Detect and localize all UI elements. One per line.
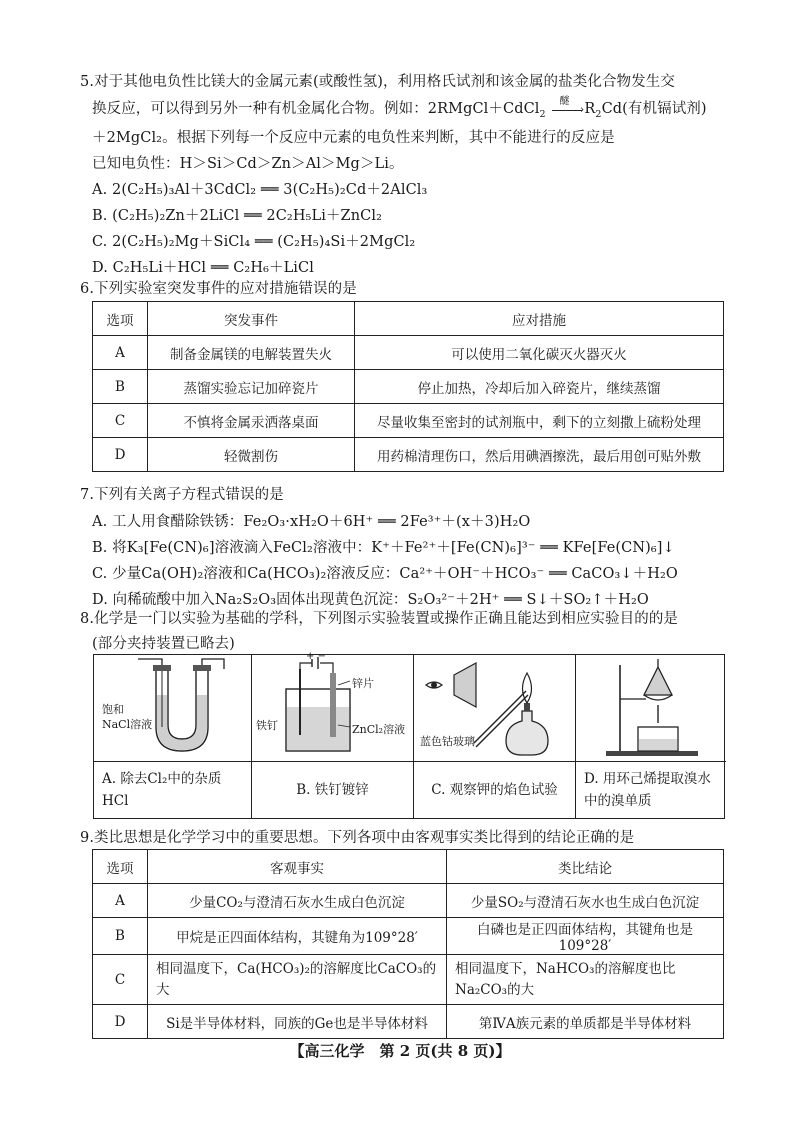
table-row (93, 955, 724, 1005)
cell: Si是半导体材料，同族的Ge也是半导体材料 (148, 1005, 447, 1039)
table-header-row (93, 850, 724, 884)
table-row (93, 404, 724, 438)
label-zncl2-solution: ZnCl₂溶液 (352, 723, 406, 736)
cell: C (93, 955, 148, 1005)
q9-table (92, 849, 724, 1039)
cell: 制备金属镁的电解装置失火 (148, 336, 355, 370)
panel-a (94, 655, 252, 818)
cell: 可以使用二氧化碳灭火器灭火 (355, 336, 724, 370)
label-cobalt-glass: 蓝色钴玻璃 (420, 735, 475, 748)
q8-stem-line1: 8.化学是一门以实验为基础的学科，下列图示实验装置或操作正确且能达到相应实验目的的是 (80, 611, 679, 627)
table-row (93, 438, 724, 472)
reaction-arrow (550, 96, 585, 116)
label-iron-nail: 铁钉 (256, 719, 278, 732)
caption-a: A. 除去Cl₂中的杂质HCl (94, 761, 251, 818)
label-plus-minus: + − (306, 651, 326, 662)
q5-option-b: B. (C₂H₅)₂Zn＋2LiCl ══ 2C₂H₅Li＋ZnCl₂ (92, 208, 382, 224)
panel-c (414, 655, 576, 818)
cell: 蒸馏实验忘记加碎瓷片 (148, 370, 355, 404)
cell: A (93, 884, 148, 918)
q5-line4: 已知电负性：H＞Si＞Cd＞Zn＞Al＞Mg＞Li。 (92, 156, 404, 172)
q5-option-d: D. C₂H₅Li＋HCl ══ C₂H₆＋LiCl (92, 260, 314, 276)
caption-d: D. 用环己烯提取溴水中的溴单质 (576, 761, 726, 818)
separatory-funnel-illustration (576, 655, 726, 761)
label-saturated: 饱和 (102, 703, 124, 716)
q6-stem: 6.下列实验室突发事件的应对措施错误的是 (80, 281, 357, 297)
q5-line2-b: R (584, 101, 596, 117)
cell: 尽量收集至密封的试剂瓶中，剩下的立刻撒上硫粉处理 (355, 404, 724, 438)
cell: 少量CO₂与澄清石灰水生成白色沉淀 (148, 884, 447, 918)
cell: 用药棉清理伤口，然后用碘酒擦洗，最后用创可贴外敷 (355, 438, 724, 472)
cell: 不慎将金属汞洒落桌面 (148, 404, 355, 438)
arrow-head: › (579, 103, 585, 116)
label-zinc-sheet: 锌片 (352, 677, 374, 690)
q7-option-c: C. 少量Ca(OH)₂溶液和Ca(HCO₃)₂溶液反应：Ca²⁺＋OH⁻＋HCO₃⁻ ══ CaCO₃↓＋H₂O (92, 566, 678, 582)
page-footer: 【高三化学 第 2 页(共 8 页)】 (289, 1042, 511, 1060)
q8-apparatus-panel (93, 651, 725, 819)
q5-option-c: C. 2(C₂H₅)₂Mg＋SiCl₄ ══ (C₂H₅)₄Si＋2MgCl₂ (92, 234, 416, 250)
label-nacl-solution: NaCl溶液 (102, 718, 153, 731)
cell: 白磷也是正四面体结构，其键角也是109°28′ (447, 918, 724, 955)
table-header-row (93, 302, 724, 336)
arrow-label: 醚 (559, 96, 570, 107)
q7-option-a: A. 工人用食醋除铁锈：Fe₂O₃·xH₂O＋6H⁺ ══ 2Fe³⁺＋(x＋3)H₂O (92, 514, 531, 530)
cell: 停止加热，冷却后加入碎瓷片，继续蒸馏 (355, 370, 724, 404)
electroplating-illustration (252, 655, 414, 761)
q7-option-b: B. 将K₃[Fe(CN)₆]溶液滴入FeCl₂溶液中：K⁺＋Fe²⁺＋[Fe(CN)₆]³⁻ ══ KFe[Fe(CN)₆]↓ (92, 540, 675, 556)
q5-line2-a: 换反应，可以得到另外一种有机金属化合物。例如：2RMgCl＋CdCl (92, 101, 540, 117)
cell: D (93, 1005, 148, 1039)
q9-stem: 9.类比思想是化学学习中的重要思想。下列各项中由客观事实类比得到的结论正确的是 (80, 830, 635, 846)
panel-d (576, 655, 726, 818)
q5-line2: 换反应，可以得到另外一种有机金属化合物。例如：2RMgCl＋CdCl$_2$ 醚 › $R_2Cd$(有机镉试剂) (92, 97, 707, 120)
q5-line1: 5.对于其他电负性比镁大的金属元素(或酸性氢)，利用格氏试剂和该金属的盐类化合物发生交 (80, 74, 675, 90)
header-cell: 选项 (93, 302, 148, 336)
q6-table (92, 301, 724, 472)
cell: 轻微割伤 (148, 438, 355, 472)
cell: C (93, 404, 148, 438)
panel-b (252, 651, 414, 818)
cell: 甲烷是正四面体结构，其键角为109°28′ (148, 918, 447, 955)
q8-stem-line2: (部分夹持装置已略去) (92, 636, 235, 652)
table-row (93, 884, 724, 918)
cell: B (93, 918, 148, 955)
header-cell: 突发事件 (148, 302, 355, 336)
header-cell: 选项 (93, 850, 148, 884)
q7-stem: 7.下列有关离子方程式错误的是 (80, 487, 284, 503)
cell: D (93, 438, 148, 472)
header-cell: 应对措施 (355, 302, 724, 336)
header-cell: 客观事实 (148, 850, 447, 884)
cell: B (93, 370, 148, 404)
q5-option-a: A. 2(C₂H₅)₃Al＋3CdCl₂ ══ 3(C₂H₅)₂Cd＋2AlCl₃ (92, 182, 428, 198)
cell: 相同温度下，NaHCO₃的溶解度也比Na₂CO₃的大 (447, 955, 724, 1005)
table-row (93, 918, 724, 955)
cell: 少量SO₂与澄清石灰水也生成白色沉淀 (447, 884, 724, 918)
table-row (93, 370, 724, 404)
caption-c: C. 观察钾的焰色试验 (414, 761, 575, 818)
arrow-line (552, 110, 582, 111)
cell: 相同温度下，Ca(HCO₃)₂的溶解度比CaCO₃的大 (148, 955, 447, 1005)
q7-option-d: D. 向稀硫酸中加入Na₂S₂O₃固体出现黄色沉淀：S₂O₃²⁻＋2H⁺ ══ S↓＋SO₂↑＋H₂O (92, 592, 649, 608)
table-row (93, 1005, 724, 1039)
cell: 第ⅣA族元素的单质都是半导体材料 (447, 1005, 724, 1039)
q5-line3: ＋2MgCl₂。根据下列每一个反应中元素的电负性来判断，其中不能进行的反应是 (92, 130, 615, 146)
cell: A (93, 336, 148, 370)
header-cell: 类比结论 (447, 850, 724, 884)
table-row (93, 336, 724, 370)
q5-line2-c: Cd(有机镉试剂) (601, 101, 707, 117)
caption-b: B. 铁钉镀锌 (252, 761, 413, 818)
